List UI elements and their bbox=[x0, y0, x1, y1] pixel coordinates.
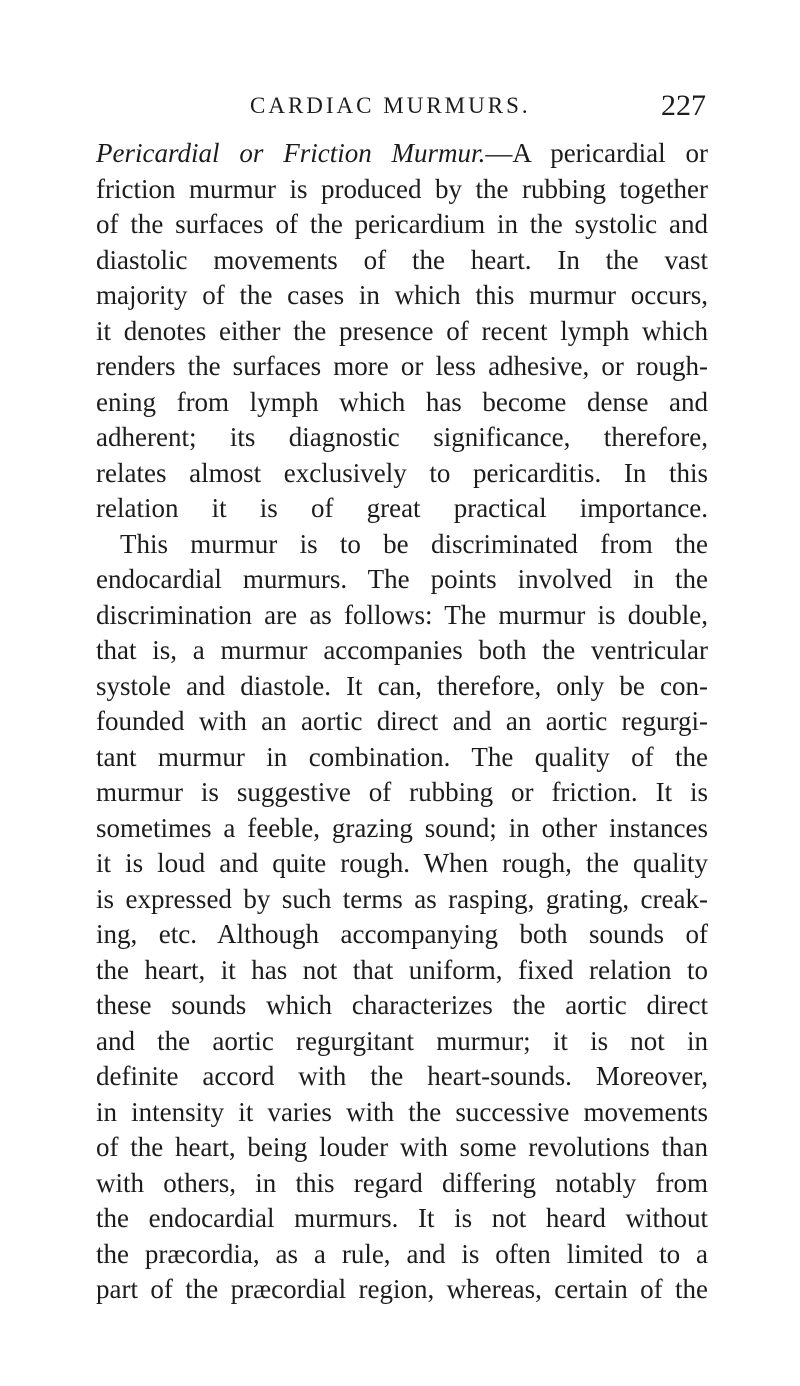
text-line: of the surfaces of the pericardium in the systolic and bbox=[96, 209, 708, 239]
section-heading-rest: —A pericardial or bbox=[485, 138, 708, 168]
text-line: in intensity it varies with the successive movements bbox=[96, 1096, 708, 1127]
text-line: it denotes either the presence of recent lymph which bbox=[96, 315, 708, 346]
text-line: and the aortic regurgitant murmur; it is not in bbox=[96, 1025, 708, 1056]
running-title: CARDIAC MURMURS. bbox=[250, 93, 531, 118]
text-line: of the heart, being louder with some revolutions than bbox=[96, 1132, 708, 1162]
text-line: murmur is suggestive of rubbing or friction. It is bbox=[96, 777, 708, 807]
text-line: these sounds which characterizes the aortic direct bbox=[96, 990, 708, 1020]
text-line: it is loud and quite rough. When rough, the quality bbox=[96, 848, 708, 878]
text-line: relates almost exclusively to pericarditis. In this bbox=[96, 457, 708, 488]
text-line: that is, a murmur accompanies both the ventricular bbox=[96, 635, 708, 665]
text-line: part of the præcordial region, whereas, certain of the bbox=[96, 1274, 708, 1304]
text-line: the endocardial murmurs. It is not heard without bbox=[96, 1203, 708, 1233]
text-line: relation it is of great practical importance. bbox=[96, 493, 708, 523]
text-line: majority of the cases in which this murmur occurs, bbox=[96, 280, 708, 310]
text-line: definite accord with the heart-sounds. Moreover, bbox=[96, 1061, 708, 1091]
text-line: diastolic movements of the heart. In the vast bbox=[96, 244, 708, 275]
text-line: the præcordia, as a rule, and is often limited to a bbox=[96, 1238, 708, 1269]
running-head bbox=[250, 88, 706, 124]
section-heading: Pericardial or Friction Murmur. bbox=[96, 138, 486, 168]
text-line: renders the surfaces more or less adhesive, or rough- bbox=[96, 351, 708, 381]
text-line: sometimes a feeble, grazing sound; in other instances bbox=[96, 812, 708, 843]
body-text bbox=[96, 136, 708, 1308]
text-line: with others, in this regard differing notably from bbox=[96, 1167, 708, 1198]
text-line: This murmur is to be discriminated from the bbox=[120, 528, 708, 559]
text-line: adherent; its diagnostic significance, therefore, bbox=[96, 422, 708, 452]
text-line: friction murmur is produced by the rubbing together bbox=[96, 173, 708, 204]
text-line: the heart, it has not that uniform, fixed relation to bbox=[96, 954, 708, 985]
text-line: tant murmur in combination. The quality of the bbox=[96, 741, 708, 772]
text-line: ening from lymph which has become dense and bbox=[96, 386, 708, 417]
text-line: is expressed by such terms as rasping, grating, creak- bbox=[96, 883, 708, 914]
text-line: systole and diastole. It can, therefore, only be con- bbox=[96, 670, 708, 701]
text-line: endocardial murmurs. The points involved in the bbox=[96, 564, 708, 594]
text-line: ing, etc. Although accompanying both sounds of bbox=[96, 919, 708, 949]
page-number: 227 bbox=[661, 89, 706, 122]
text-line: discrimination are as follows: The murmur is double, bbox=[96, 599, 708, 630]
text-line bbox=[96, 136, 708, 172]
text-line: founded with an aortic direct and an aortic regurgi- bbox=[96, 706, 708, 736]
